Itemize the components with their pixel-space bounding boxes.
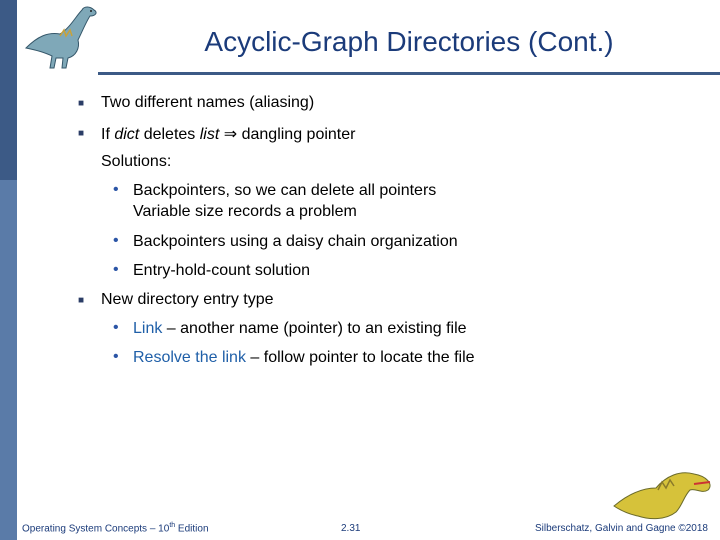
bullet-dot-icon: • [113,181,119,198]
link-term: Link [133,320,163,337]
sub-bullet-continuation: Variable size records a problem [133,203,357,220]
bullet-dot-icon: • [113,319,119,336]
footer-left: Operating System Concepts – 10th Edition [22,521,209,534]
list-italic: list [199,126,220,143]
sub-bullet-item: Link – another name (pointer) to an existing file [133,320,467,337]
bullet-dot-icon: • [113,261,119,278]
dinosaur-logo-bottom [610,466,720,526]
sub-bullet-item: Backpointers using a daisy chain organization [133,233,458,250]
sub-bullet-item: Backpointers, so we can delete all pointers [133,182,437,199]
sub-bullet-item: Resolve the link – follow pointer to locate the file [133,349,475,366]
footer-right: Silberschatz, Galvin and Gagne ©2018 [534,523,708,534]
dict-italic: dict [114,126,140,143]
resolve-link-term: Resolve the link [133,349,246,366]
sub-bullet-item: Entry-hold-count solution [133,262,310,279]
page-number: 2.31 [341,523,361,534]
bullet-square-icon: ■ [78,295,85,306]
bullet-dot-icon: • [113,232,119,249]
bullet-item: Two different names (aliasing) [101,94,315,111]
bullet-square-icon: ■ [78,128,85,139]
bullet-square-icon: ■ [78,98,85,109]
bullet-item: If dict deletes list ⇒ dangling pointer [101,126,356,143]
bullet-item: New directory entry type [101,291,274,308]
solutions-label: Solutions: [101,153,172,170]
bullet-dot-icon: • [113,348,119,365]
slide-title: Acyclic-Graph Directories (Cont.) [204,26,614,57]
